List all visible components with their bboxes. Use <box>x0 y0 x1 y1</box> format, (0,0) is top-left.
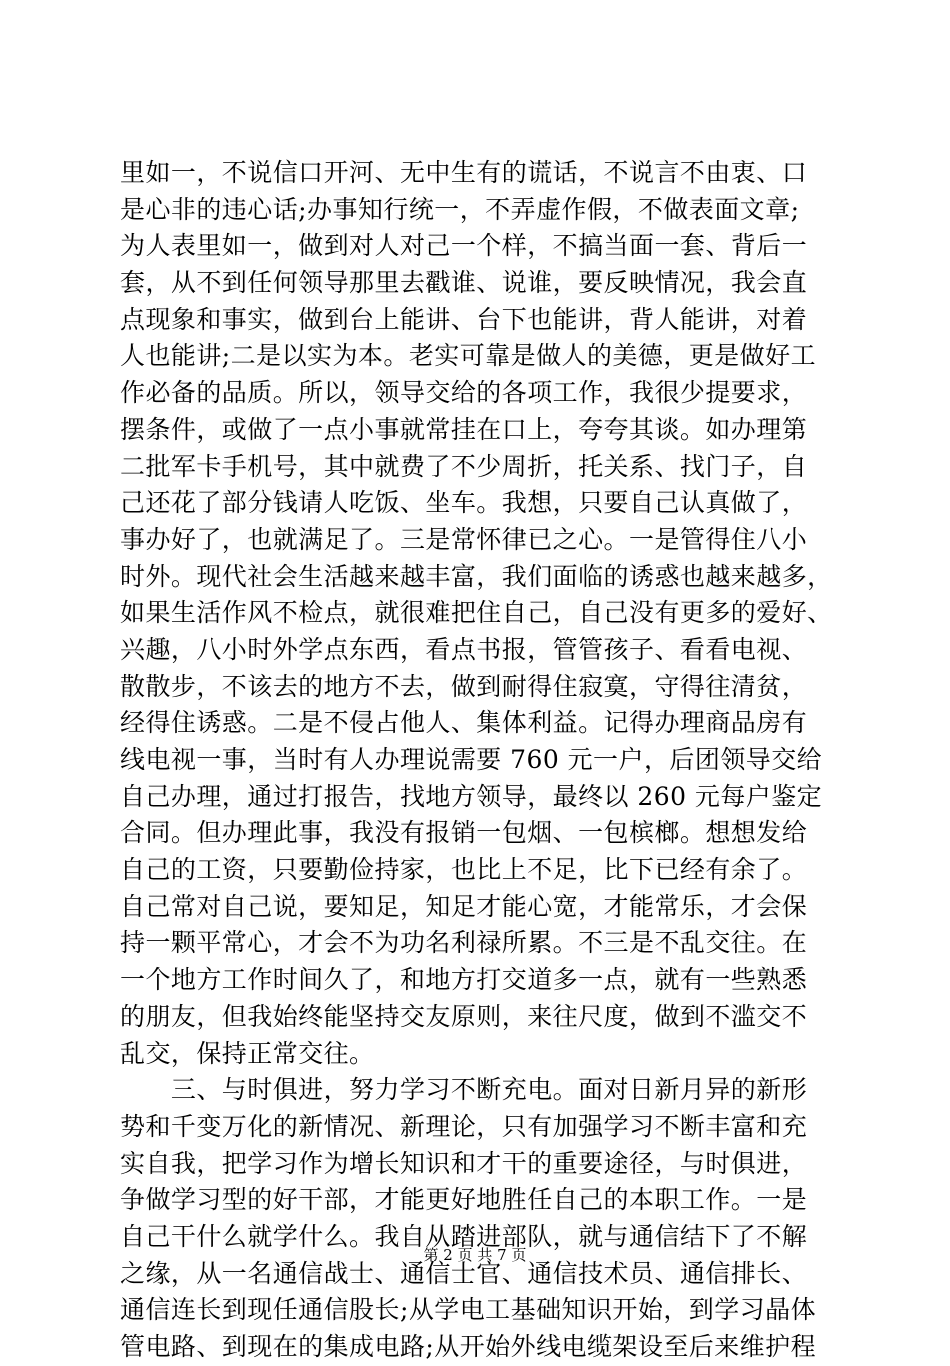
text-line-4: 套，从不到任何领导那里去戳谁、说谁，要反映情况，我会直 <box>120 268 808 298</box>
text-line-9: 二批军卡手机号，其中就费了不少周折，托关系、找门子，自 <box>120 451 808 481</box>
text-line-7: 作必备的品质。所以，领导交给的各项工作，我很少提要求， <box>120 378 808 408</box>
text-line-10: 己还花了部分钱请人吃饭、坐车。我想，只要自己认真做了， <box>120 488 808 518</box>
text-line-11: 事办好了，也就满足了。三是常怀律已之心。一是管得住八小 <box>120 524 808 554</box>
text-line-17: 线电视一事，当时有人办理说需要 760 元一户，后团领导交给 <box>120 745 823 774</box>
text-line-23: 一个地方工作时间久了，和地方打交道多一点，就有一些熟悉 <box>120 965 808 995</box>
text-line-20: 自己的工资，只要勤俭持家，也比上不足，比下已经有余了。 <box>120 855 808 885</box>
text-line-16: 经得住诱惑。二是不侵占他人、集体利益。记得办理商品房有 <box>120 708 808 738</box>
text-line-28: 实自我，把学习作为增长知识和才干的重要途径，与时俱进， <box>120 1148 808 1178</box>
text-line-15: 散散步，不该去的地方不去，做到耐得住寂寞，守得往清贫， <box>120 671 808 701</box>
text-line-25: 乱交，保持正常交往。 <box>120 1038 375 1068</box>
body-text <box>120 155 835 1366</box>
text-line-1: 里如一，不说信口开河、无中生有的谎话，不说言不由衷、口 <box>120 158 808 187</box>
text-line-21: 自己常对自己说，要知足，知足才能心宽，才能常乐，才会保 <box>120 891 808 921</box>
text-line-8: 摆条件，或做了一点小事就常挂在口上，夸夸其谈。如办理第 <box>120 414 808 444</box>
text-line-26: 三、与时俱进，努力学习不断充电。面对日新月异的新形 <box>120 1075 808 1105</box>
text-line-24: 的朋友，但我始终能坚持交友原则，来往尺度，做到不滥交不 <box>120 1001 808 1031</box>
text-line-13: 如果生活作风不检点，就很难把住自己，自己没有更多的爱好、 <box>120 598 833 628</box>
text-line-2: 是心非的违心话;办事知行统一，不弄虚作假，不做表面文章; <box>120 194 800 224</box>
text-line-5: 点现象和事实，做到台上能讲、台下也能讲，背人能讲，对着 <box>120 304 808 334</box>
text-line-19: 合同。但办理此事，我没有报销一包烟、一包槟榔。想想发给 <box>120 818 808 848</box>
text-line-30: 自己干什么就学什么。我自从踏进部队，就与通信结下了不解 <box>120 1221 808 1251</box>
text-line-27: 势和千变万化的新情况、新理论，只有加强学习不断丰富和充 <box>120 1111 808 1141</box>
text-line-22: 持一颗平常心，才会不为功名利禄所累。不三是不乱交往。在 <box>120 928 808 958</box>
text-line-12: 时外。现代社会生活越来越丰富，我们面临的诱惑也越来越多， <box>120 561 833 591</box>
text-line-32: 通信连长到现任通信股长;从学电工基础知识开始，到学习晶体 <box>120 1295 817 1325</box>
text-line-33: 管电路、到现在的集成电路;从开始外线电缆架设至后来维护程 <box>120 1332 817 1361</box>
page-footer: 第 2 页 共 7 页 <box>423 1246 527 1264</box>
text-line-14: 兴趣，八小时外学点东西，看点书报，管管孩子、看看电视、 <box>120 634 808 664</box>
text-line-31: 之缘，从一名通信战士、通信士官、通信技术员、通信排长、 <box>120 1258 808 1288</box>
text-line-3: 为人表里如一，做到对人对己一个样，不搞当面一套、背后一 <box>120 231 808 261</box>
text-line-18: 自己办理，通过打报告，找地方领导，最终以 260 元每户鉴定 <box>120 781 823 811</box>
text-line-6: 人也能讲;二是以实为本。老实可靠是做人的美德，更是做好工 <box>120 341 817 371</box>
text-line-29: 争做学习型的好干部，才能更好地胜任自己的本职工作。一是 <box>120 1185 808 1215</box>
